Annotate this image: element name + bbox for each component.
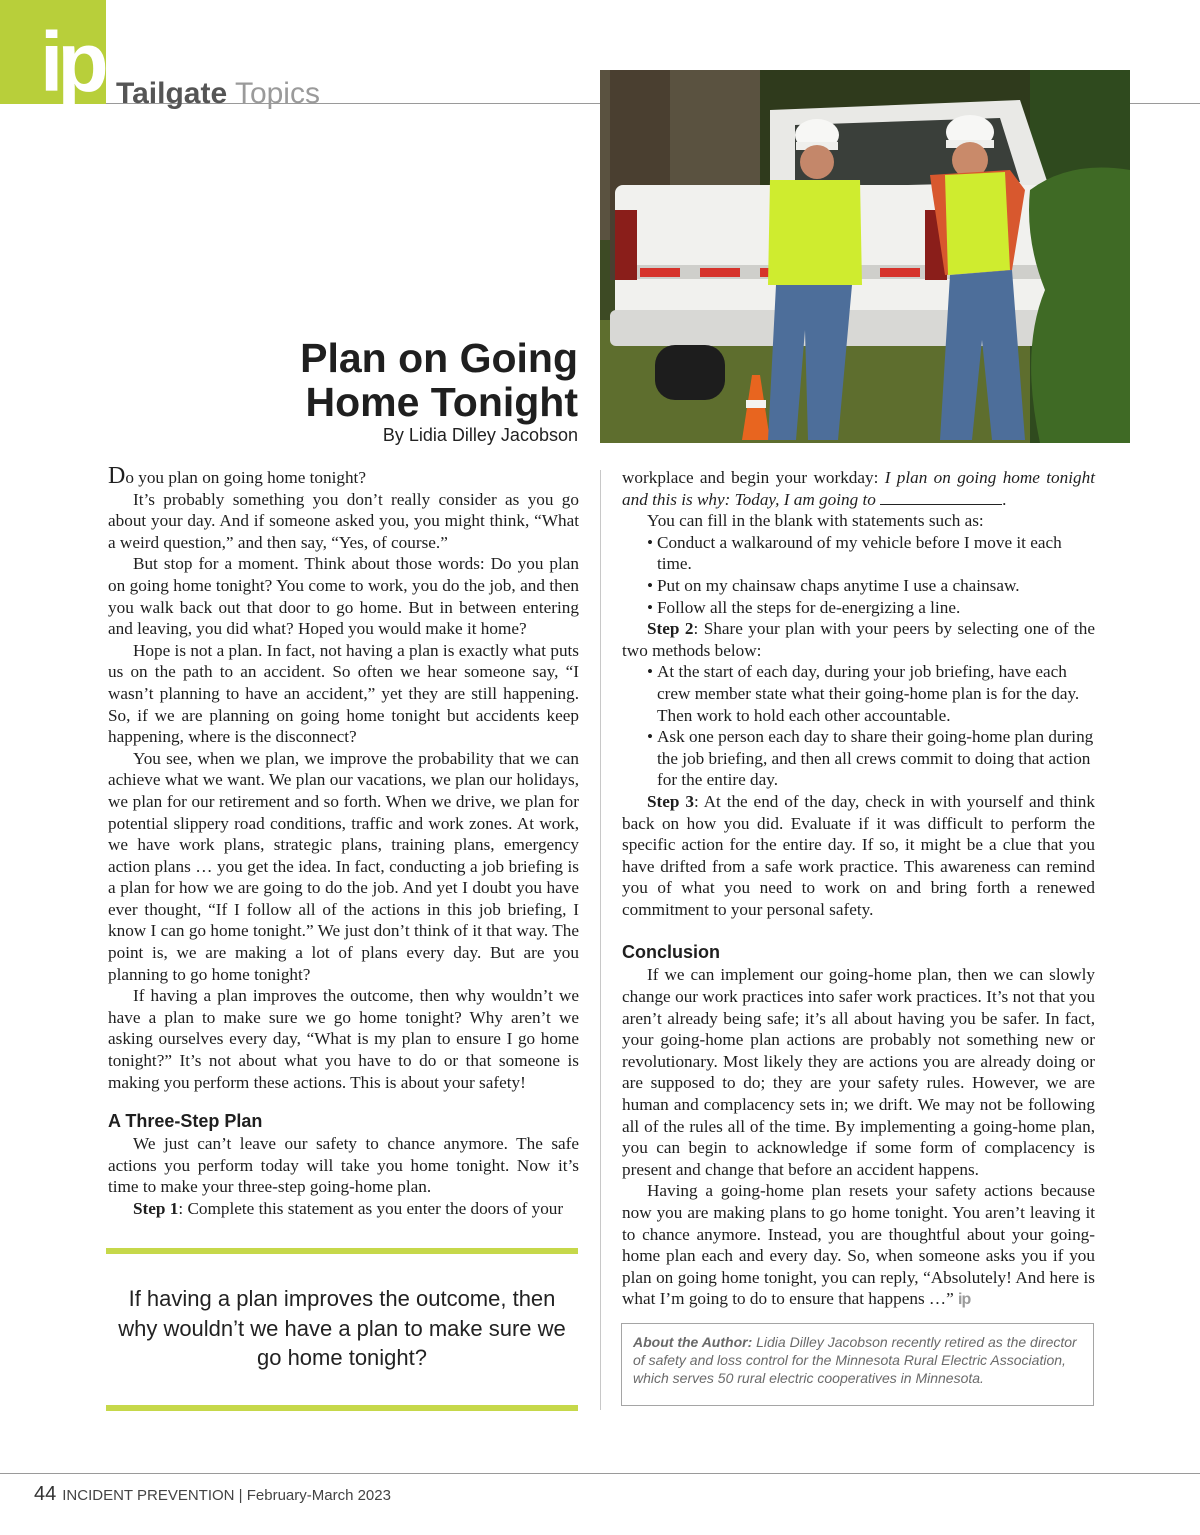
- article-right-column: [622, 467, 1095, 1311]
- section-title: [116, 76, 320, 112]
- body-paragraph: If having a plan improves the outcome, then why wouldn’t we have a plan to make sure we go home tonight? Why aren’t we asking ourselves every day, “What is my plan to ensure I go home tonight?” It’s not about what you have to do or that someone is making you perform these actions. This is about your safety!: [108, 986, 579, 1092]
- subheading-conclusion: Conclusion: [622, 942, 720, 963]
- section-title-strong: Tailgate: [116, 77, 228, 110]
- bullet-item: • Follow all the steps for de-energizing a line.: [647, 597, 961, 617]
- step-2-text: : Share your plan with your peers by selecting one of the two methods below:: [622, 619, 1095, 660]
- step-2-paragraph: [622, 618, 1095, 661]
- body-paragraph: It’s probably something you don’t really consider as you go about your day. And if someone asked you, you might think, “What a weird question,” and then say, “Yes, of course.”: [108, 489, 579, 552]
- opening-text: o you plan on going home tonight?: [125, 468, 366, 487]
- article-photo: [600, 70, 1130, 443]
- column-divider: [600, 470, 601, 1410]
- pull-quote-rule-top: [106, 1248, 578, 1254]
- pull-quote-rule-bottom: [106, 1405, 578, 1411]
- body-paragraph: We just can’t leave our safety to chance anymore. The safe actions you perform today will take you home tonight. Now it’s time to make your three-step going-home plan.: [108, 1134, 579, 1197]
- bullet-item: • At the start of each day, during your job briefing, have each crew member state what their going-home plan is for the day. Then work to hold each other accountable.: [647, 662, 1080, 725]
- step-3-paragraph: [622, 791, 1095, 921]
- closing-text: Having a going-home plan resets your safety actions because now you are making plans to go home tonight. You aren’t leaving it to chance anymore. Instead, you are thoughtful about your going-home plan each and every day. So, when someone asks you if you plan on going home tonight, you can reply, “Absolutely! And here is what I’m going to do to ensure that happens …”: [622, 1181, 1095, 1309]
- pull-quote: If having a plan improves the outcome, then why wouldn’t we have a plan to make sure we go home tonight?: [118, 1286, 566, 1370]
- body-paragraph: Hope is not a plan. In fact, not having a plan is exactly what puts us on the path to an accident. So often we hear someone say, “I wasn’t planning to have an accident,” yet they are still happening. So, if we are planning on going home tonight but accidents keep happening, where is the disconnect?: [108, 640, 579, 747]
- step-3-text: : At the end of the day, check in with yourself and think back on how you did. Evaluate if it was difficult to perform the specific action for the entire day. If so, it might be a clue that you have drifted from a safe work practice. This awareness can remind you of what you need to work on and bring forth a renewed commitment to your personal safety.: [622, 791, 1095, 919]
- bullet-item: • Conduct a walkaround of my vehicle before I move it each time.: [647, 532, 1062, 574]
- step-1-continued-text: workplace and begin your workday:: [622, 468, 885, 487]
- fill-in-blank: [880, 490, 1002, 505]
- about-the-author-box: [621, 1323, 1094, 1406]
- footer-rule: [0, 1473, 1200, 1474]
- step-1-paragraph: [108, 1198, 579, 1220]
- fill-intro: You can fill in the blank with statements such as:: [647, 511, 984, 531]
- author-box-text: Lidia Dilley Jacobson recently retired as the director of safety and loss control for the Minnesota Rural Electric Association, which serves 50 rural electric cooperatives in Minnesota.: [633, 1334, 1077, 1386]
- step-1-period: .: [1002, 489, 1007, 509]
- article-title-line-2: Home Tonight: [305, 379, 578, 425]
- step-2-label: Step 2: [647, 619, 694, 639]
- step-1-text: : Complete this statement as you enter the doors of your: [178, 1199, 564, 1218]
- section-title-light: Topics: [234, 77, 320, 110]
- article-title-line-1: Plan on Going: [300, 335, 578, 381]
- step-1-label: Step 1: [133, 1199, 179, 1218]
- body-paragraph: But stop for a moment. Think about those words: Do you plan on going home tonight? You come to work, you do the job, and then you walk back out that door to go home. But in between entering and leaving, you did what? Hoped you would make it home?: [108, 554, 579, 639]
- author-box-label: About the Author:: [633, 1334, 753, 1350]
- step-1-statement: I plan on going home tonight and this is why: Today, I am going to: [622, 468, 1095, 509]
- opening-paragraph: [108, 463, 579, 489]
- step-3-label: Step 3: [647, 791, 694, 811]
- article-byline: By Lidia Dilley Jacobson: [382, 425, 578, 445]
- page-number: 44: [34, 1483, 57, 1505]
- body-paragraph: You see, when we plan, we improve the probability that we can achieve what we want. We plan our vacations, we plan our holidays, we plan for our retirement and so forth. When we drive, we plan for potential slippery road conditions, traffic and work zones. At work, we have work plans, strategic plans, training plans, emergency action plans … you get the idea. In fact, conducting a job briefing is a plan for how we are going to do the job. And yet I doubt you have ever thought, “If I follow all of the actions in this job briefing, I know I can go home tonight.” We just don’t think of it that way. The point is, we are making a lot of plans every day. But are you planning to go home tonight?: [108, 748, 579, 984]
- body-paragraph: If we can implement our going-home plan, then we can slowly change our work practices into safer work practices. It’s not that you aren’t already being safe; it’s all about having you be safer. In fact, your going-home plan actions are probably not something new or revolutionary. Most likely they are actions you are already doing or are supposed to do; they are your safety rules. However, we are human and complacency sets in; we drift. We may not be following all of the rules all of the time. By implementing a going-home plan, you can begin to acknowledge if some form of complacency is present and change that before an accident happens.: [622, 965, 1095, 1179]
- subheading-three-step-plan: A Three-Step Plan: [108, 1111, 263, 1132]
- bullet-item: • Ask one person each day to share their going-home plan during the job briefing, and then all crews commit to doing that action for the entire day.: [647, 727, 1094, 790]
- end-mark-logo: ip: [958, 1291, 971, 1309]
- article-left-column: [108, 463, 579, 1220]
- bullet-item: • Put on my chainsaw chaps anytime I use a chainsaw.: [647, 575, 1020, 595]
- step-1-continued: [622, 467, 1095, 510]
- article-title: [108, 336, 578, 424]
- brand-logo: ip: [40, 15, 103, 109]
- page-footer: [34, 1482, 391, 1508]
- brand-logo-block: [0, 0, 106, 109]
- closing-paragraph: [622, 1180, 1095, 1311]
- publication-info: INCIDENT PREVENTION | February-March 2023: [62, 1487, 391, 1504]
- drop-cap: D: [108, 463, 126, 489]
